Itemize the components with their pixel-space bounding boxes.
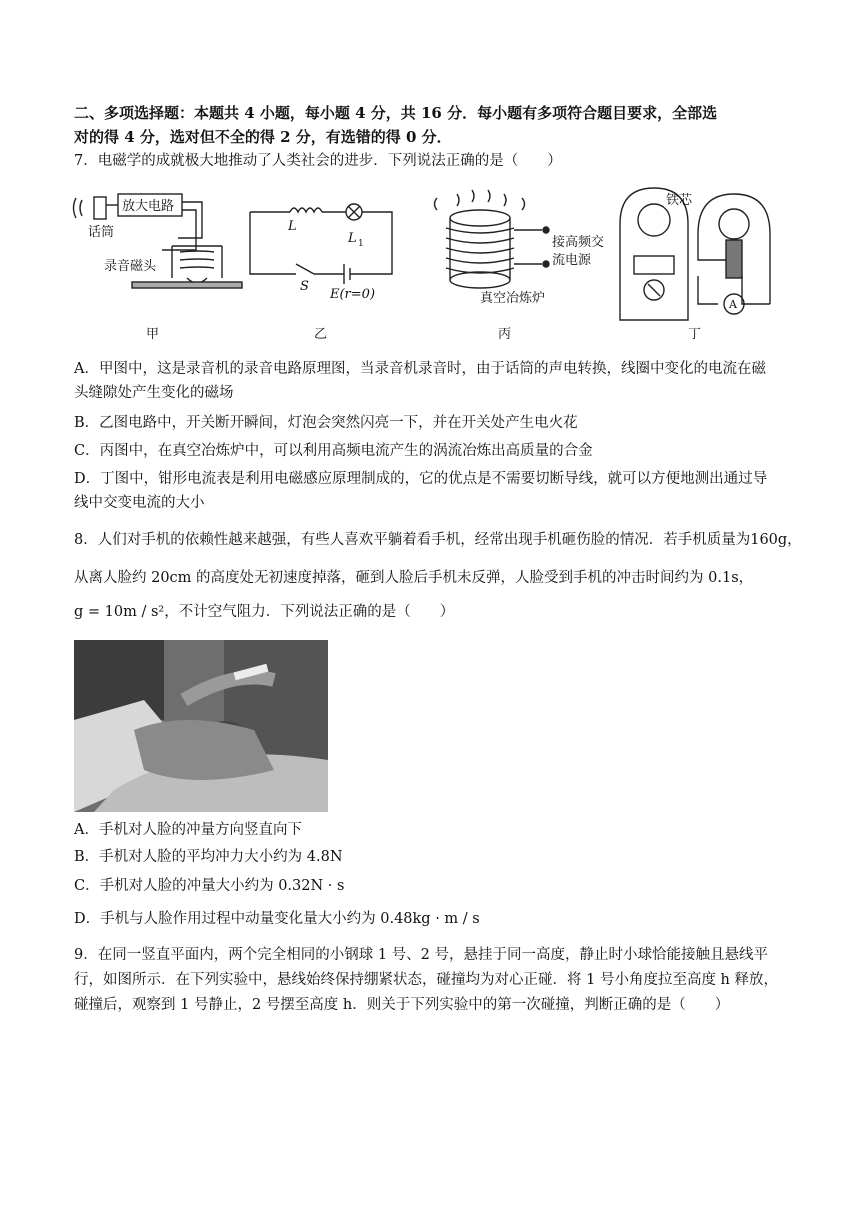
q8-stem-line1: 8．人们对手机的依赖性越来越强，有些人喜欢平躺着看手机，经常出现手机砸伤脸的情况．若手机质量为160g， [74, 532, 802, 548]
label-microphone: 话筒 [88, 225, 115, 240]
microphone-icon [94, 197, 106, 219]
label-S: S [300, 279, 309, 294]
q7-figure [62, 180, 802, 340]
q7-option-d-line1: D．丁图中，钳形电流表是利用电磁感应原理制成的，它的优点是不需要切断导线，就可以方便地测出通过导 [74, 471, 768, 487]
section-heading-line1: 二、多项选择题：本题共 4 小题，每小题 4 分，共 16 分．每小题有多项符合题目要求，全部选 [74, 104, 718, 122]
caption-jia: 甲 [146, 327, 160, 340]
sound-wave-icon [74, 198, 77, 218]
q8-option-d: D．手机与人脸作用过程中动量变化量大小约为 0.48kg · m / s [74, 911, 480, 927]
q8-photo-person-in-bed [74, 640, 328, 812]
q9-stem-line1: 9．在同一竖直平面内，两个完全相同的小钢球 1 号、2 号，悬挂于同一高度，静止时小球恰能接触且悬线平 [74, 947, 768, 963]
label-hf-source-2: 流电源 [552, 253, 592, 268]
inductor-L [290, 208, 322, 212]
label-amplifier: 放大电路 [122, 199, 175, 214]
label-L1-sub: 1 [358, 239, 364, 249]
q7-option-a-line2: 头缝隙处产生变化的磁场 [74, 385, 234, 401]
q8-option-c: C．手机对人脸的冲量大小约为 0.32N · s [74, 878, 345, 894]
label-hf-source-1: 接高频交 [552, 235, 605, 250]
q7-option-c: C．丙图中，在真空冶炼炉中，可以利用高频电流产生的涡流冶炼出高质量的合金 [74, 443, 593, 459]
q7-option-b: B．乙图电路中，开关断开瞬间，灯泡会突然闪亮一下，并在开关处产生电火花 [74, 415, 578, 431]
q8-stem-line3: g = 10m / s²，不计空气阻力．下列说法正确的是（ ） [74, 604, 455, 620]
label-iron-core: 铁芯 [666, 193, 693, 208]
label-ammeter: A [729, 298, 737, 311]
q9-stem-line3: 碰撞后，观察到 1 号静止，2 号摆至高度 h．则关于下列实验中的第一次碰撞，判断正确的是（ ） [74, 997, 730, 1013]
q7-stem: 7．电磁学的成就极大地推动了人类社会的进步．下列说法正确的是（ ） [74, 153, 562, 169]
caption-ding: 丁 [688, 327, 702, 340]
label-E: E(r=0) [330, 287, 376, 302]
furnace-icon [450, 210, 510, 226]
label-L1: L [348, 231, 357, 246]
section-heading-line2: 对的得 4 分，选对但不全的得 2 分，有选错的得 0 分． [74, 128, 452, 146]
q8-option-b: B．手机对人脸的平均冲力大小约为 4.8N [74, 849, 343, 865]
q9-stem-line2: 行，如图所示．在下列实验中，悬线始终保持绷紧状态，碰撞均为对心正碰．将 1 号小角度拉至高度 h 释放， [74, 972, 778, 988]
caption-yi: 乙 [314, 327, 328, 340]
q8-stem-line2: 从离人脸约 20cm 的高度处无初速度掉落，砸到人脸后手机未反弹，人脸受到手机的冲击时间约为 0.1s， [74, 570, 754, 586]
q8-option-a: A．手机对人脸的冲量方向竖直向下 [74, 822, 302, 838]
switch-icon [296, 264, 314, 274]
label-L: L [288, 219, 297, 234]
q7-option-d-line2: 线中交变电流的大小 [74, 495, 205, 511]
q7-option-a-line1: A．甲图中，这是录音机的录音电路原理图，当录音机录音时，由于话筒的声电转换，线圈中变化的电流在磁 [74, 361, 766, 377]
caption-bing: 丙 [498, 327, 512, 340]
q7-figure-svg [62, 180, 802, 340]
label-furnace: 真空冶炼炉 [480, 291, 546, 306]
label-record-head: 录音磁头 [104, 259, 157, 274]
